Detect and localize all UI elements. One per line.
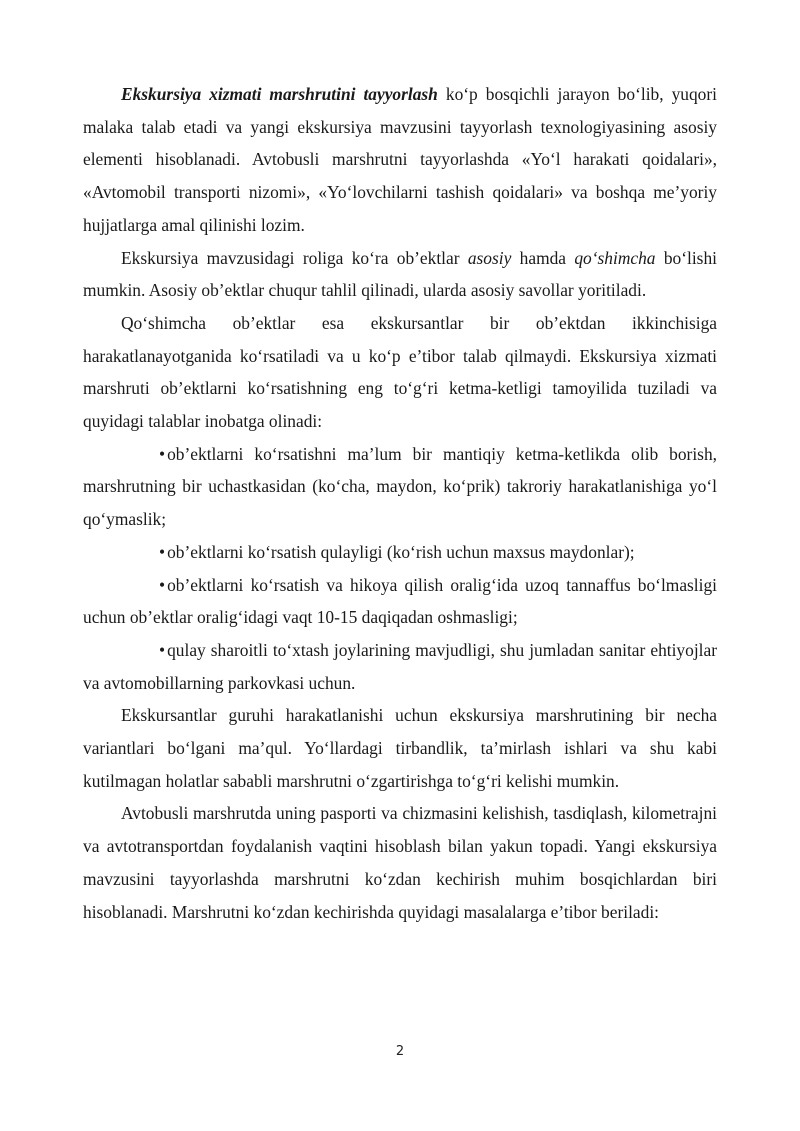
paragraph-text: hamda: [511, 247, 575, 268]
paragraph-text: bo‘lishi mumkin. Asosiy ob’ektlar chuqur tahlil qilinadi, ularda asosiy savollar yoritiladi.: [83, 247, 717, 301]
paragraph-object-types: [83, 242, 717, 307]
bullet-text: ob’ektlarni ko‘rsatish qulayligi (ko‘rish uchun maxsus maydonlar);: [167, 541, 635, 562]
paragraph-text: Avtobusli marshrutni tayyorlashda «Yo‘l harakati qoidalari», «Avtomobil transporti nizomi», «Yo‘lovchilarni tashish qoidalari» va boshqa me’yoriy hujjatlarga amal qilinishi lozim.: [83, 149, 717, 235]
bullet-text: ob’ektlarni ko‘rsatishni ma’lum bir mantiqiy ketma-ketlikda olib borish, marshrutning bir uchastkasidan (ko‘cha, maydon, ko‘prik) takroriy harakatlanishiga yo‘l qo‘ymaslik;: [83, 443, 717, 530]
bullet-item: [83, 569, 717, 634]
emphasized-term: Ekskursiya xizmati marshrutini tayyorlash: [121, 84, 438, 104]
bullet-icon: •: [159, 541, 166, 562]
paragraph-route-passport: Avtobusli marshrutda uning pasporti va chizmasini kelishish, tasdiqlash, kilometrajni va avtotransportdan foydalanish vaqtini hisoblash bilan yakun topadi. Yangi ekskursiya mavzusini tayyorlashda marshrutni ko‘zdan kechirish muhim bosqichlardan biri hisoblanadi. Marshrutni ko‘zdan kechirishda quyidagi masalalarga e’tibor beriladi:: [83, 803, 717, 922]
paragraph-text: Ekskursiya mavzusidagi roliga ko‘ra ob’ektlar: [121, 247, 468, 268]
bullet-text: ob’ektlarni ko‘rsatish va hikoya qilish oralig‘ida uzoq tannaffus bo‘lmasligi uchun ob’ektlar oralig‘idagi vaqt 10-15 daqiqadan oshmasligi;: [83, 574, 717, 628]
bullet-icon: •: [159, 574, 166, 595]
bullet-item: [83, 634, 717, 699]
bullet-icon: •: [159, 639, 166, 660]
paragraph-additional-objects: Qo‘shimcha ob’ektlar esa ekskursantlar bir ob’ektdan ikkinchisiga harakatlanayotganida ko‘rsatiladi va u ko‘p e’tibor talab qilmaydi. Ekskursiya xizmati marshruti ob’ektlarni ko‘rsatishning eng to‘g‘ri ketma-ketligi tamoyilida tuziladi va quyidagi talablar inobatga olinadi:: [83, 312, 717, 432]
bullet-icon: •: [159, 443, 166, 464]
emphasized-term: asosiy: [467, 247, 512, 268]
bullet-text: qulay sharoitli to‘xtash joylarining mavjudligi, shu jumladan sanitar ehtiyojlar va avtomobillarning parkovkasi uchun.: [83, 639, 717, 693]
bullet-item: [83, 438, 717, 536]
bullet-item: [83, 536, 717, 569]
paragraph-route-preparation: [83, 78, 717, 242]
paragraph-route-variants: Ekskursantlar guruhi harakatlanishi uchun ekskursiya marshrutining bir necha variantlari bo‘lgani ma’qul. Yo‘llardagi tirbandlik, ta’mirlash ishlari va shu kabi kutilmagan holatlar sababli marshrutni o‘zgartirishga to‘g‘ri kelishi mumkin.: [83, 705, 717, 791]
paragraph-text: ko‘p bosqichli jarayon bo‘lib, yuqori malaka talab etadi va yangi ekskursiya mavzusini tayyorlash texnologiyasining asosiy elementi hisoblanadi.: [83, 84, 717, 170]
emphasized-term: qo‘shimcha: [574, 247, 656, 268]
page-number: 2: [395, 1044, 405, 1059]
document-body: [83, 78, 717, 928]
